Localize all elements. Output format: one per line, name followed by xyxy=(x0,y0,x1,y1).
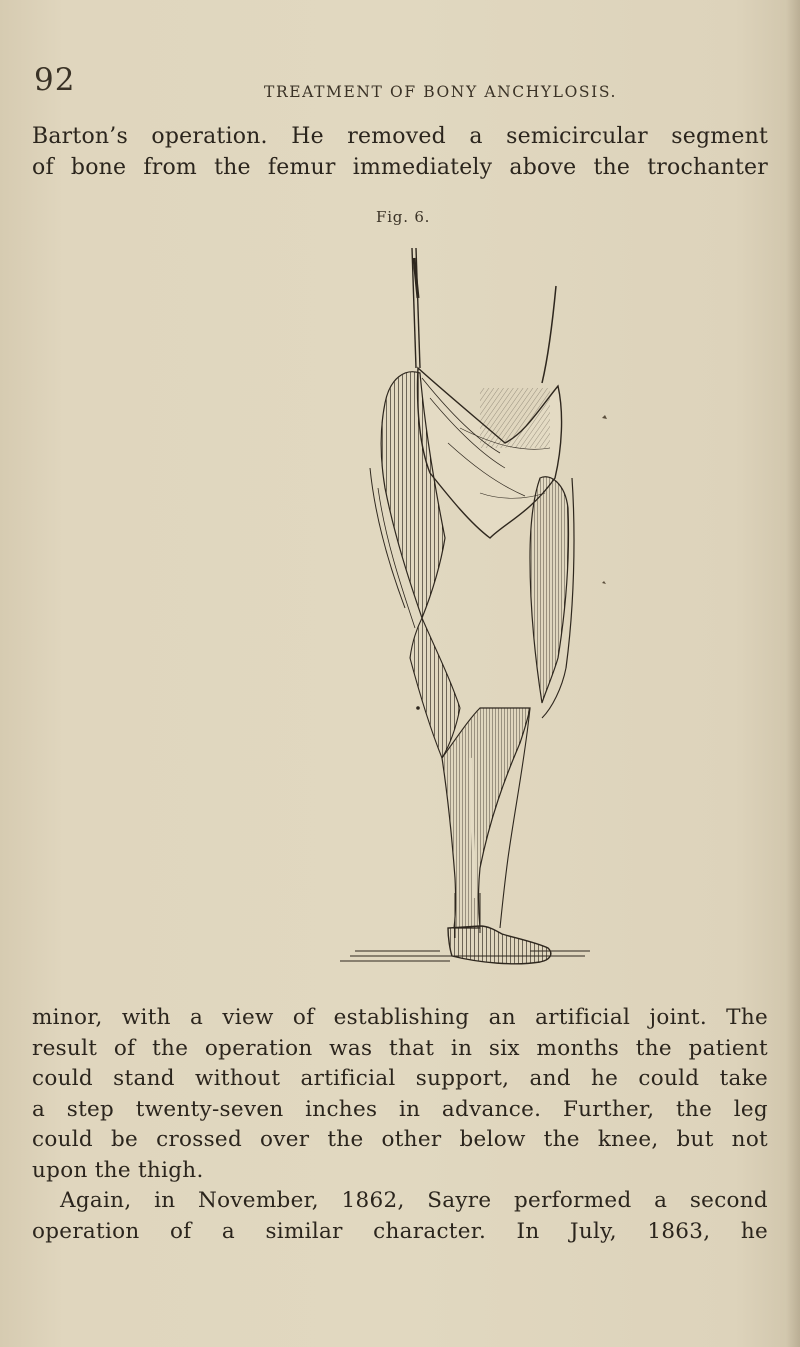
page-number: 92 xyxy=(34,62,76,98)
page-edge-shadow xyxy=(786,0,800,1347)
text-line: upon the thigh. xyxy=(32,1157,204,1183)
shoe xyxy=(448,926,551,964)
knee-joint xyxy=(410,618,460,758)
text-line: a step twenty-seven inches in advance. Further, the leg xyxy=(32,1096,768,1122)
text-line: minor, with a view of establishing an artificial joint. The xyxy=(32,1005,768,1030)
text-line: result of the operation was that in six months the patient xyxy=(32,1035,768,1061)
stray-mark xyxy=(416,706,420,710)
text-line: of bone from the femur immediately above the trochanter xyxy=(32,155,768,180)
stray-mark xyxy=(602,581,606,584)
text-line: operation of a similar character. In July, 1863, he xyxy=(32,1218,768,1244)
support-rod-left xyxy=(412,248,420,368)
stray-mark xyxy=(602,415,607,419)
support-rod-right xyxy=(542,286,556,383)
figure-caption: Fig. 6. xyxy=(376,208,431,226)
text-line: Barton’s operation. He removed a semicircular segment xyxy=(32,124,768,149)
text-line: could be crossed over the other below the knee, but not xyxy=(32,1127,768,1152)
thigh-right-hatching xyxy=(530,477,569,703)
text-line: could stand without artificial support, and he could take xyxy=(32,1066,768,1091)
running-title: TREATMENT OF BONY ANCHYLOSIS. xyxy=(264,83,618,101)
leg-splint-engraving xyxy=(330,238,610,978)
paragraph-top xyxy=(32,121,768,183)
paragraph-bottom xyxy=(32,1003,768,1247)
text-line: Again, in November, 1862, Sayre performed a second xyxy=(60,1188,768,1213)
